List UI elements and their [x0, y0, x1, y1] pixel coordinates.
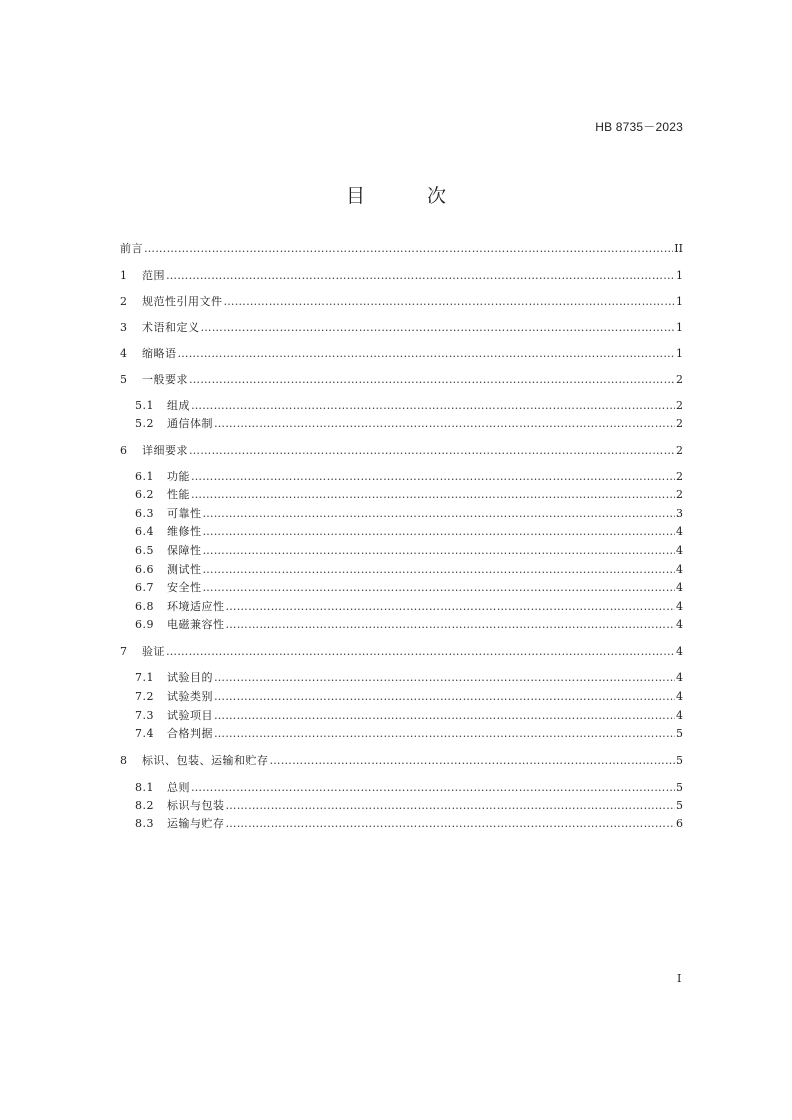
toc-dot-leader — [226, 815, 676, 833]
toc-entry-number: 8.1 — [135, 781, 154, 794]
toc-dot-leader — [224, 293, 676, 311]
toc-dot-leader — [191, 397, 675, 415]
toc-entry-number: 6.7 — [135, 581, 154, 594]
toc-entry-page: 2 — [676, 488, 683, 501]
toc-dot-leader — [191, 486, 675, 504]
toc-entry-label: 电磁兼容性 — [167, 618, 225, 631]
toc-entry-page: 4 — [676, 525, 683, 538]
toc-entry-page: 1 — [676, 321, 683, 334]
toc-entry[interactable] — [120, 643, 683, 661]
toc-entry-label: 前言 — [120, 242, 143, 255]
toc-entry[interactable] — [135, 815, 683, 833]
toc-entry-page: 2 — [676, 470, 683, 483]
toc-entry-label: 运输与贮存 — [167, 817, 225, 830]
toc-entry-label: 环境适应性 — [167, 600, 225, 613]
toc-entry-label: 安全性 — [167, 581, 202, 594]
toc-entry[interactable] — [135, 523, 683, 541]
toc-entry-number: 6.3 — [135, 507, 154, 520]
toc-entry-number: 7.3 — [135, 709, 154, 722]
toc-entry[interactable] — [120, 267, 683, 285]
toc-entry-label: 验证 — [142, 645, 165, 658]
toc-entry[interactable] — [135, 561, 683, 579]
toc-entry[interactable] — [120, 345, 683, 363]
toc-entry-label: 缩略语 — [142, 347, 177, 360]
toc-title: 目 次 — [345, 185, 475, 207]
toc-entry-number: 7 — [120, 645, 127, 658]
toc-entry-number: 8 — [120, 754, 127, 767]
toc-entry-page: 1 — [676, 347, 683, 360]
toc-entry-page: 5 — [676, 781, 683, 794]
toc-entry[interactable] — [135, 397, 683, 415]
toc-entry[interactable] — [135, 688, 683, 706]
toc-dot-leader — [214, 415, 675, 433]
toc-entry-label: 试验类别 — [167, 690, 213, 703]
toc-entry-number: 6.9 — [135, 618, 154, 631]
toc-entry-label: 性能 — [167, 488, 190, 501]
toc-entry-label: 可靠性 — [167, 507, 202, 520]
toc-entry-label: 试验目的 — [167, 671, 213, 684]
toc-entry-number: 3 — [120, 321, 127, 334]
toc-dot-leader — [166, 267, 675, 285]
toc-entry-label: 一般要求 — [142, 373, 188, 386]
toc-entry-page: 4 — [676, 544, 683, 557]
toc-dot-leader — [214, 725, 675, 743]
toc-entry-page: 2 — [676, 399, 683, 412]
toc-entry-label: 试验项目 — [167, 709, 213, 722]
toc-dot-leader — [270, 752, 676, 770]
toc-entry-number: 1 — [120, 269, 127, 282]
toc-entry[interactable] — [120, 240, 683, 258]
toc-entry[interactable] — [135, 468, 683, 486]
toc-dot-leader — [166, 643, 675, 661]
toc-entry[interactable] — [135, 542, 683, 560]
toc-dot-leader — [203, 579, 676, 597]
toc-dot-leader — [203, 523, 676, 541]
toc-entry-label: 标识、包装、运输和贮存 — [142, 754, 269, 767]
toc-entry-label: 保障性 — [167, 544, 202, 557]
toc-entry-number: 8.2 — [135, 799, 154, 812]
toc-entry-page: 1 — [676, 295, 683, 308]
toc-dot-leader — [203, 561, 676, 579]
toc-entry[interactable] — [135, 579, 683, 597]
toc-dot-leader — [214, 707, 675, 725]
toc-entry-number: 6.1 — [135, 470, 154, 483]
toc-entry-label: 测试性 — [167, 563, 202, 576]
toc-entry-page: 4 — [676, 618, 683, 631]
toc-entry-number: 5.1 — [135, 399, 154, 412]
toc-dot-leader — [226, 598, 676, 616]
toc-entry-number: 2 — [120, 295, 127, 308]
toc-entry-number: 8.3 — [135, 817, 154, 830]
toc-entry-number: 5 — [120, 373, 127, 386]
toc-entry-page: 4 — [676, 690, 683, 703]
toc-dot-leader — [226, 616, 676, 634]
toc-entry-page: 5 — [676, 727, 683, 740]
toc-entry[interactable] — [120, 371, 683, 389]
toc-entry-number: 6.5 — [135, 544, 154, 557]
toc-entry[interactable] — [135, 707, 683, 725]
toc-dot-leader — [191, 468, 675, 486]
toc-entry-number: 6.6 — [135, 563, 154, 576]
toc-entry[interactable] — [135, 616, 683, 634]
toc-entry[interactable] — [135, 486, 683, 504]
toc-dot-leader — [203, 505, 676, 523]
toc-entry-number: 6.2 — [135, 488, 154, 501]
toc-entry-page: II — [674, 242, 683, 255]
toc-entry-number: 7.1 — [135, 671, 154, 684]
toc-dot-leader — [214, 669, 675, 687]
toc-dot-leader — [191, 779, 675, 797]
toc-entry-label: 组成 — [167, 399, 190, 412]
toc-entry[interactable] — [120, 442, 683, 460]
toc-entry[interactable] — [135, 779, 683, 797]
toc-entry-label: 术语和定义 — [142, 321, 200, 334]
toc-entry-page: 2 — [676, 373, 683, 386]
toc-entry[interactable] — [135, 505, 683, 523]
toc-entry-page: 4 — [676, 671, 683, 684]
toc-entry-label: 合格判据 — [167, 727, 213, 740]
toc-dot-leader — [214, 688, 675, 706]
toc-entry-page: 2 — [676, 444, 683, 457]
toc-entry[interactable] — [135, 415, 683, 433]
toc-entry-label: 维修性 — [167, 525, 202, 538]
toc-entry[interactable] — [135, 669, 683, 687]
toc-entry-page: 6 — [676, 817, 683, 830]
toc-entry-page: 4 — [676, 581, 683, 594]
toc-dot-leader — [201, 319, 676, 337]
toc-entry-number: 6.4 — [135, 525, 154, 538]
toc-entry-page: 4 — [676, 709, 683, 722]
toc-entry-label: 标识与包装 — [167, 799, 225, 812]
toc-entry-label: 功能 — [167, 470, 190, 483]
toc-entry-number: 4 — [120, 347, 127, 360]
toc-dot-leader — [178, 345, 676, 363]
toc-dot-leader — [203, 542, 676, 560]
toc-dot-leader — [226, 797, 676, 815]
toc-entry-page: 2 — [676, 417, 683, 430]
toc-entry-number: 5.2 — [135, 417, 154, 430]
toc-entry-number: 7.4 — [135, 727, 154, 740]
toc-entry-label: 范围 — [142, 269, 165, 282]
toc-entry-page: 3 — [676, 507, 683, 520]
standard-code: HB 8735－2023 — [595, 120, 683, 134]
page-number: I — [677, 972, 682, 985]
toc-dot-leader — [144, 240, 673, 258]
toc-entry-label: 规范性引用文件 — [142, 295, 223, 308]
toc-dot-leader — [189, 371, 675, 389]
toc-entry[interactable] — [120, 752, 683, 770]
toc-entry-page: 4 — [676, 645, 683, 658]
toc-entry[interactable] — [135, 598, 683, 616]
toc-entry-label: 通信体制 — [167, 417, 213, 430]
toc-entry-page: 4 — [676, 600, 683, 613]
toc-entry-number: 7.2 — [135, 690, 154, 703]
toc-entry-page: 5 — [676, 799, 683, 812]
toc-entry-page: 1 — [676, 269, 683, 282]
toc-dot-leader — [189, 442, 675, 460]
toc-entry-page: 4 — [676, 563, 683, 576]
toc-entry[interactable] — [120, 293, 683, 311]
toc-entry[interactable] — [120, 319, 683, 337]
toc-entry-label: 详细要求 — [142, 444, 188, 457]
toc-entry[interactable] — [135, 725, 683, 743]
toc-entry-label: 总则 — [167, 781, 190, 794]
toc-entry-number: 6 — [120, 444, 127, 457]
toc-entry[interactable] — [135, 797, 683, 815]
toc-entry-number: 6.8 — [135, 600, 154, 613]
toc-entry-page: 5 — [676, 754, 683, 767]
